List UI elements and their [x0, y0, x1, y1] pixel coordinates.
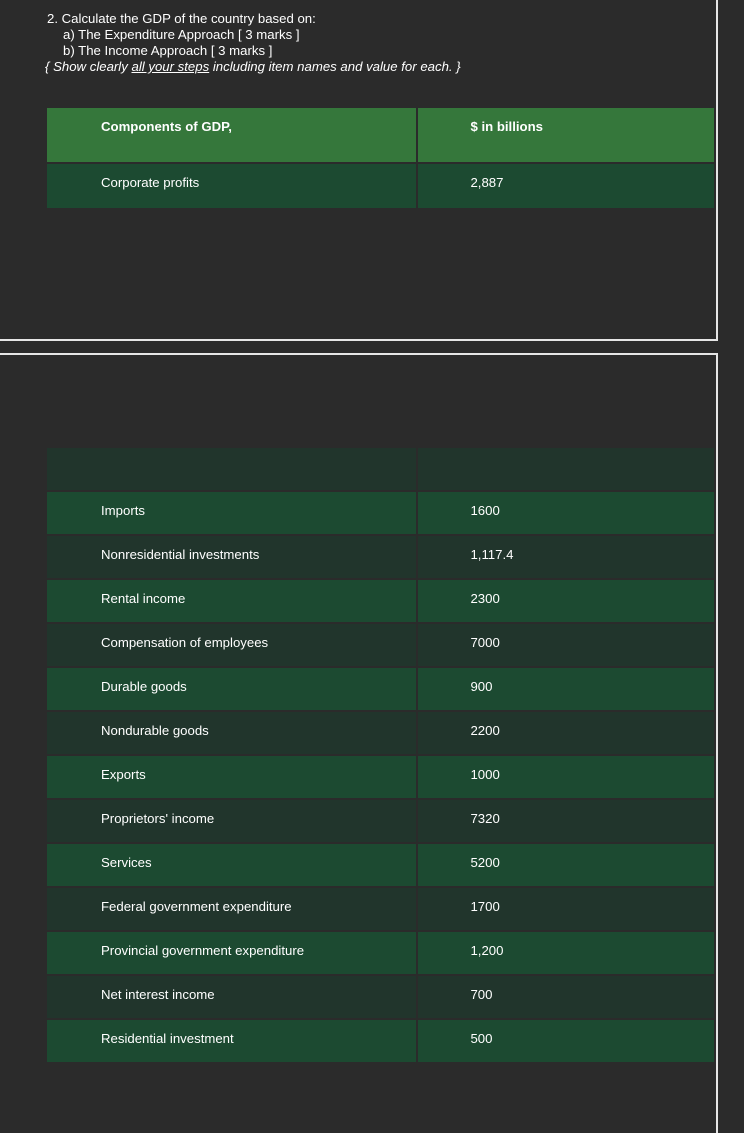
gdp-table-bottom	[45, 446, 716, 1064]
note-end: including item names and value for each. }	[209, 59, 461, 74]
header-component: Components of GDP,	[46, 107, 417, 163]
table-row	[46, 491, 715, 535]
row-value: 500	[417, 1019, 715, 1063]
row-value: 1600	[417, 491, 715, 535]
question-item-b: b) The Income Approach [ 3 marks ]	[63, 43, 273, 58]
row-component: Nonresidential investments	[46, 535, 417, 579]
row-component: Federal government expenditure	[46, 887, 417, 931]
note-underlined: all your steps	[131, 59, 210, 74]
question-note	[45, 59, 461, 75]
note-start: { Show clearly	[45, 59, 132, 74]
row-component	[46, 447, 417, 491]
table-row	[46, 667, 715, 711]
table-row	[46, 163, 715, 209]
table-row	[46, 1019, 715, 1063]
question-panel	[0, 0, 718, 341]
row-component: Exports	[46, 755, 417, 799]
row-value: 2,887	[417, 163, 715, 209]
question-item-a: a) The Expenditure Approach [ 3 marks ]	[63, 27, 300, 42]
table-row	[46, 975, 715, 1019]
row-value: 7000	[417, 623, 715, 667]
table-row	[46, 799, 715, 843]
table-panel	[0, 353, 718, 1133]
row-component: Nondurable goods	[46, 711, 417, 755]
row-value: 7320	[417, 799, 715, 843]
table-header-row	[46, 107, 715, 163]
row-component: Net interest income	[46, 975, 417, 1019]
row-value: 2200	[417, 711, 715, 755]
row-value: 2300	[417, 579, 715, 623]
row-value: 1,200	[417, 931, 715, 975]
row-value: 900	[417, 667, 715, 711]
table-row	[46, 579, 715, 623]
row-component: Corporate profits	[46, 163, 417, 209]
table-row	[46, 931, 715, 975]
row-value: 5200	[417, 843, 715, 887]
table-row	[46, 535, 715, 579]
row-component: Compensation of employees	[46, 623, 417, 667]
row-component: Rental income	[46, 579, 417, 623]
question-title: 2. Calculate the GDP of the country based on:	[47, 11, 316, 26]
row-component: Services	[46, 843, 417, 887]
row-component: Provincial government expenditure	[46, 931, 417, 975]
row-component: Durable goods	[46, 667, 417, 711]
table-row	[46, 755, 715, 799]
table-row	[46, 887, 715, 931]
table-row	[46, 843, 715, 887]
row-component: Residential investment	[46, 1019, 417, 1063]
row-value: 700	[417, 975, 715, 1019]
header-value: $ in billions	[417, 107, 715, 163]
table-row	[46, 447, 715, 491]
row-value: 1,117.4	[417, 535, 715, 579]
row-value: 1000	[417, 755, 715, 799]
row-value	[417, 447, 715, 491]
gdp-table-top	[45, 106, 716, 210]
question-text	[47, 11, 461, 75]
row-component: Proprietors' income	[46, 799, 417, 843]
row-component: Imports	[46, 491, 417, 535]
table-row	[46, 623, 715, 667]
row-value: 1700	[417, 887, 715, 931]
table-row	[46, 711, 715, 755]
